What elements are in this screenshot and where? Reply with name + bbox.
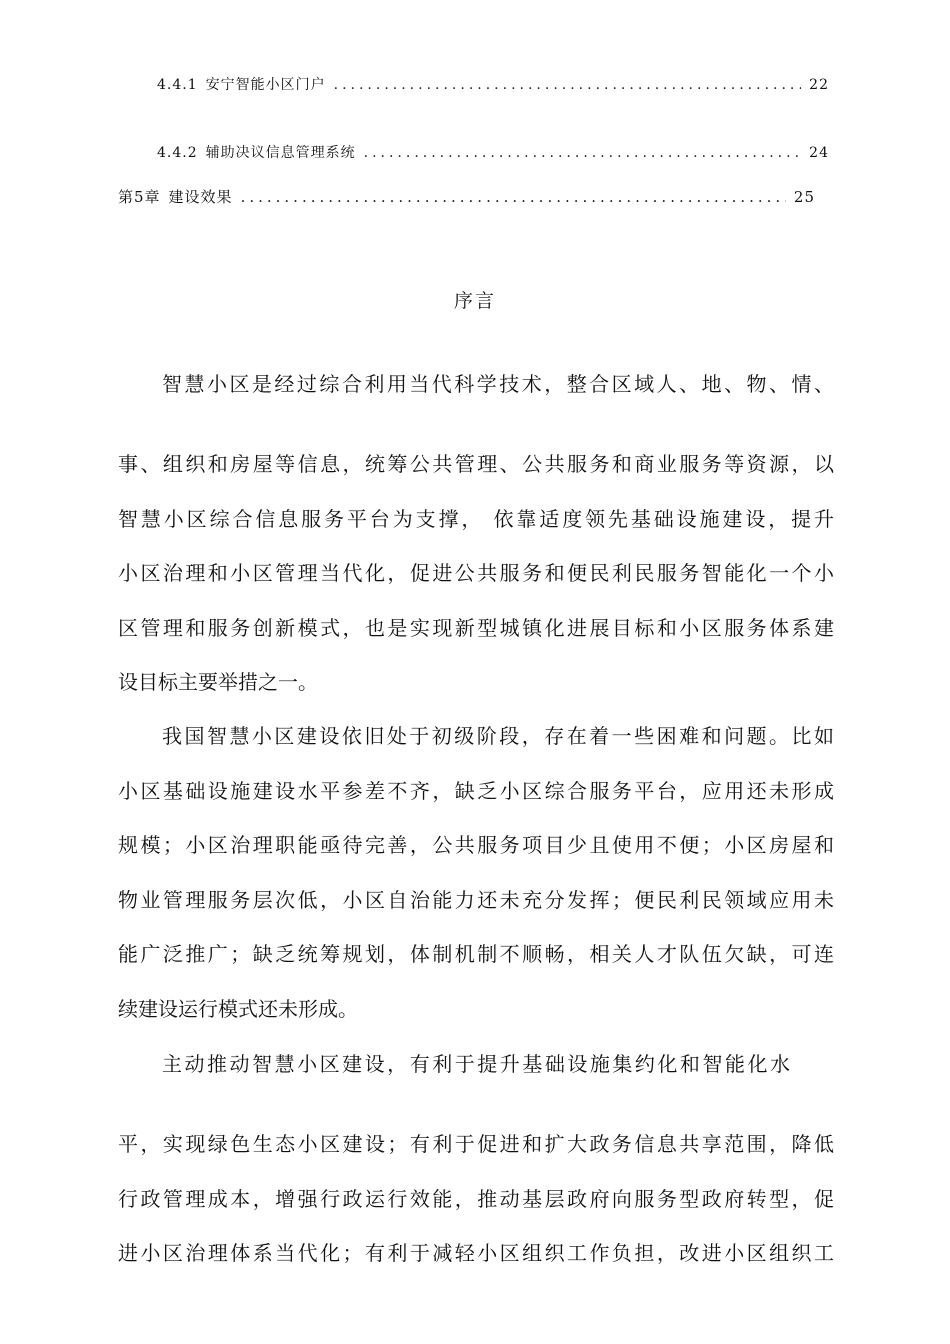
paragraph-line: 小区基础设施建设水平参差不齐，缺乏小区综合服务平台，应用还未形成 [118, 779, 834, 803]
paragraph-line: 平，实现绿色生态小区建设；有利于促进和扩大政务信息共享范围，降低 [118, 1132, 834, 1156]
paragraph-line: 智慧小区综合信息服务平台为支撑， 依靠适度领先基础设施建设，提升 [118, 507, 834, 531]
toc-entry-4-4-1[interactable] [157, 74, 829, 94]
paragraph-line: 小区治理和小区管理当代化，促进公共服务和便民利民服务智能化一个小 [118, 561, 834, 585]
toc-leader [241, 188, 786, 206]
section-heading: 序言 [453, 290, 496, 312]
paragraph-line: 进小区治理体系当代化；有利于减轻小区组织工作负担，改进小区组织工 [118, 1241, 834, 1265]
paragraph-line: 我国智慧小区建设依旧处于初级阶段，存在着一些困难和问题。比如 [162, 724, 834, 748]
paragraph-line: 区管理和服务创新模式，也是实现新型城镇化进展目标和小区服务体系建 [118, 616, 834, 640]
paragraph-line: 续建设运行模式还未形成。 [118, 997, 358, 1021]
toc-number: 第5章 [118, 188, 161, 206]
toc-title: 辅助决议信息管理系统 [205, 145, 356, 161]
toc-title: 安宁智能小区门户 [205, 77, 326, 93]
toc-number: 4.4.2 [157, 145, 198, 161]
paragraph-line: 能广泛推广；缺乏统筹规划，体制机制不顺畅，相关人才队伍欠缺，可连 [118, 942, 834, 966]
toc-entry-4-4-2[interactable] [157, 142, 829, 162]
toc-page-number: 22 [809, 77, 829, 93]
paragraph-line: 智慧小区是经过综合利用当代科学技术，整合区域人、地、物、情、 [162, 372, 834, 396]
paragraph-line: 物业管理服务层次低，小区自治能力还未充分发挥；便民利民领域应用未 [118, 888, 834, 912]
toc-page-number: 24 [809, 145, 829, 161]
paragraph-line: 事、组织和房屋等信息，统筹公共管理、公共服务和商业服务等资源，以 [118, 452, 834, 476]
toc-title: 建设效果 [168, 188, 233, 206]
toc-number: 4.4.1 [157, 77, 198, 93]
toc-entry-chapter-5[interactable] [118, 186, 815, 207]
paragraph-line: 规模；小区治理职能亟待完善，公共服务项目少且使用不便；小区房屋和 [118, 833, 834, 857]
toc-page-number: 25 [793, 188, 815, 206]
toc-leader [334, 77, 802, 93]
paragraph-line: 主动推动智慧小区建设，有利于提升基础设施集约化和智能化水 [162, 1052, 790, 1076]
paragraph-line: 设目标主要举措之一。 [118, 670, 318, 694]
paragraph-line: 行政管理成本，增强行政运行效能，推动基层政府向服务型政府转型，促 [118, 1187, 834, 1211]
toc-leader [364, 145, 802, 161]
